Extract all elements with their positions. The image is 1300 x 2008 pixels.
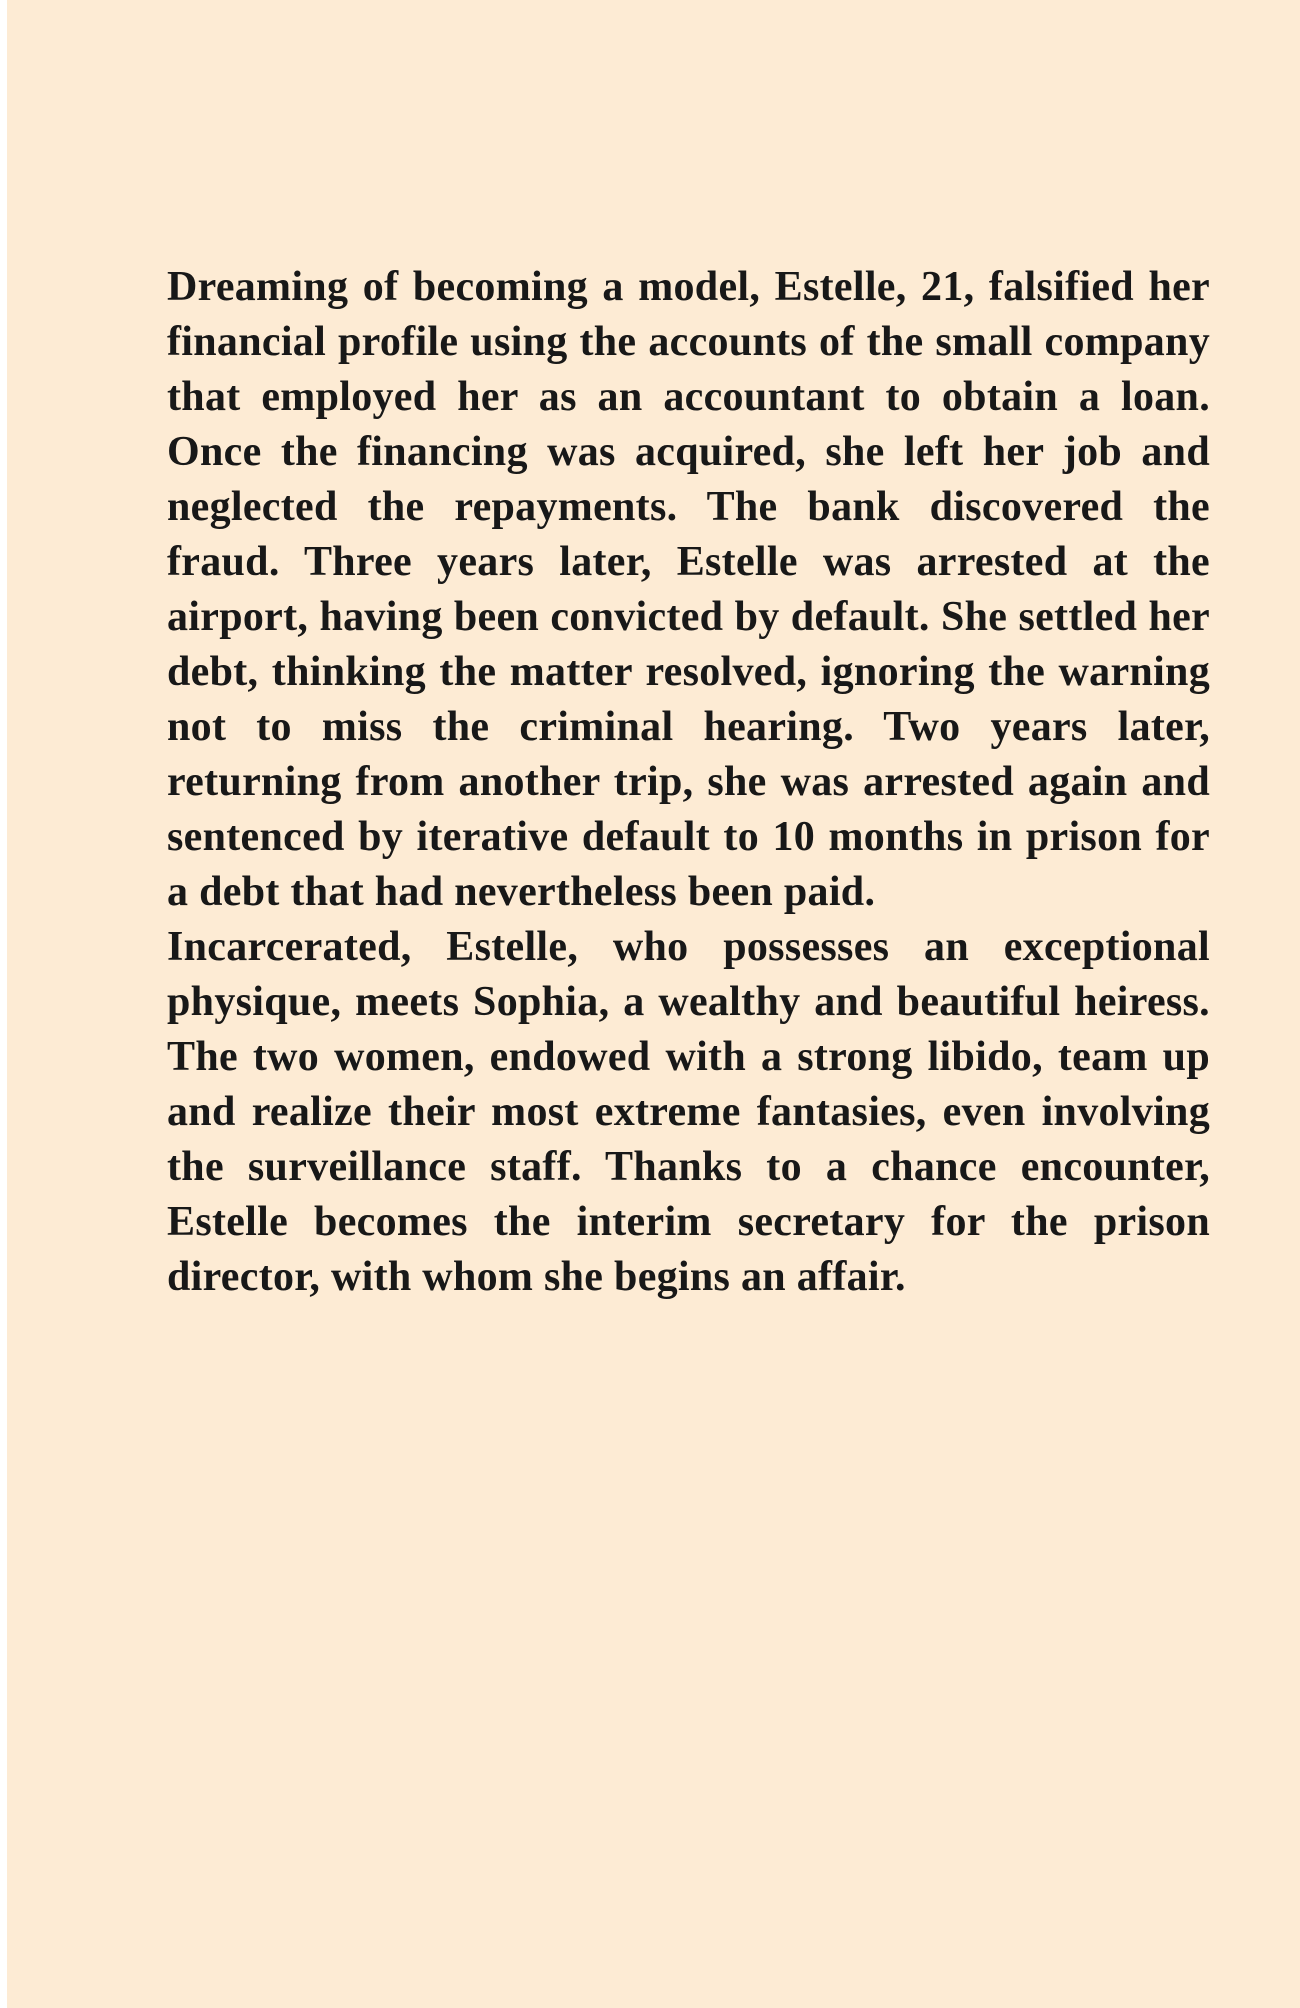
synopsis-text-block [167, 260, 1210, 1305]
synopsis-paragraph-2: Incarcerated, Estelle, who possesses an exceptional physique, meets Sophia, a wealthy and beautiful heiress. The two women, endowed with a strong libido, team up and realize their most extreme fantasies, even involving the surveillance staff. Thanks to a chance encounter, Estelle becomes the interim secretary for the prison director, with whom she begins an affair. [167, 924, 1210, 1300]
synopsis-paragraph-1: Dreaming of becoming a model, Estelle, 21, falsified her financial profile using the accounts of the small company that employed her as an accountant to obtain a loan. Once the financing was acquired, she left her job and neglected the repayments. The bank discovered the fraud. Three years later, Estelle was arrested at the airport, having been convicted by default. She settled her debt, thinking the matter resolved, ignoring the warning not to miss the criminal hearing. Two years later, returning from another trip, she was arrested again and sentenced by iterative default to 10 months in prison for a debt that had nevertheless been paid. [167, 264, 1210, 915]
book-back-cover-page [7, 0, 1300, 2008]
